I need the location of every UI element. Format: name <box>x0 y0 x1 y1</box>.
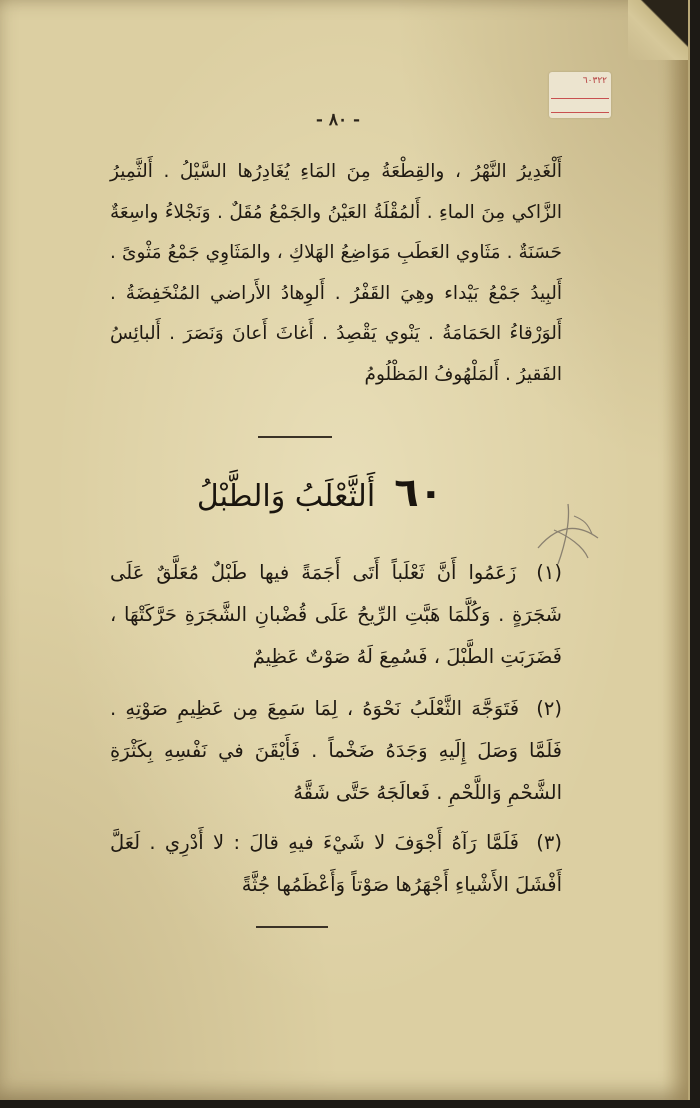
glossary-paragraph: أَلْغَدِيرُ النَّهْرُ ، والقِطْعَةُ مِنَ المَاءِ يُغَادِرُها السَّيْلُ . أَلثَّمِيرُ الزَّاكي مِنَ الماءِ . أَلمُقْلَةُ العَيْنُ والجَمْعُ مُقَلٌ . وَنَجْلاءُ واسِعَةٌ حَسَنَةٌ . مَثَاوي العَطَبِ مَوَاضِعُ الهَلاكِ ، والمَثَاوِي جَمْعُ مَثْوىً . أَلبِيدُ جَمْعُ بَيْداء وهِيَ القَفْرُ . أَلوِهادُ الأَراضي المُنْخَفِضَةُ . أَلوَرْقاءُ الحَمَامَةُ . يَنْوي يَقْصِدُ . أَغاثَ أَعانَ وَنَصَرَ . أَلبائِسُ الفَقيرُ . أَلمَلْهُوفُ المَظْلُومُ <box>110 161 562 385</box>
paragraph-number: (٣) <box>536 831 562 854</box>
page-corner-fold <box>628 0 688 60</box>
paragraph-number: (١) <box>536 561 562 584</box>
paragraph-text: فَتَوَجَّهَ الثَّعْلَبُ نَحْوَهُ ، لِمَا سَمِعَ مِن عَظِيمِ صَوْتِهِ . فَلَمَّا وَصَلَ إِلَيهِ وَجَدَهُ ضَخْماً . فَأَيْقَنَ في نَفْسِهِ بِكَثْرَةِ الشَّحْمِ وَاللَّحْمِ . فَعالَجَهُ حَتَّى شَقَّهُ <box>110 697 562 804</box>
page-number: - ٨٠ - <box>315 110 361 130</box>
stamp-text: ٦٠٣٢٢ <box>582 76 607 86</box>
story-paragraph-2 <box>110 688 562 814</box>
paragraph-text: زَعَمُوا أَنَّ ثَعْلَباً أَتَى أَجَمَةً فيها طَبْلٌ مُعَلَّقٌ عَلَى شَجَرَةٍ . وَكُلَّمَا هَبَّتِ الرِّيحُ عَلَى قُضْبانِ الشَّجَرَةِ حَرَّكَتْهَا ، فَضَرَبَتِ الطَّبْلَ ، فَسُمِعَ لَهُ صَوْتٌ عَظِيمٌ <box>110 561 562 668</box>
paragraph-number: (٢) <box>536 697 562 720</box>
story-paragraph-3 <box>110 822 562 906</box>
paragraph-text: فَلَمَّا رَآهُ أَجْوَفَ لا شَيْءَ فيهِ قالَ : لا أَدْرِي . لَعَلَّ أَفْشَلَ الأَشْياءِ أَجْهَرُها صَوْتاً وَأَعْظَمُها جُثَّةً <box>110 831 562 896</box>
lesson-heading <box>120 470 520 516</box>
section-divider <box>258 436 332 438</box>
lesson-title: أَلثَّعْلَبُ وَالطَّبْلُ <box>196 479 376 514</box>
page-edge-stain <box>662 0 688 1100</box>
story-paragraph-1 <box>110 552 562 678</box>
section-divider <box>256 926 328 928</box>
lesson-number: ٦٠ <box>394 470 444 516</box>
stamp-line <box>551 98 609 99</box>
